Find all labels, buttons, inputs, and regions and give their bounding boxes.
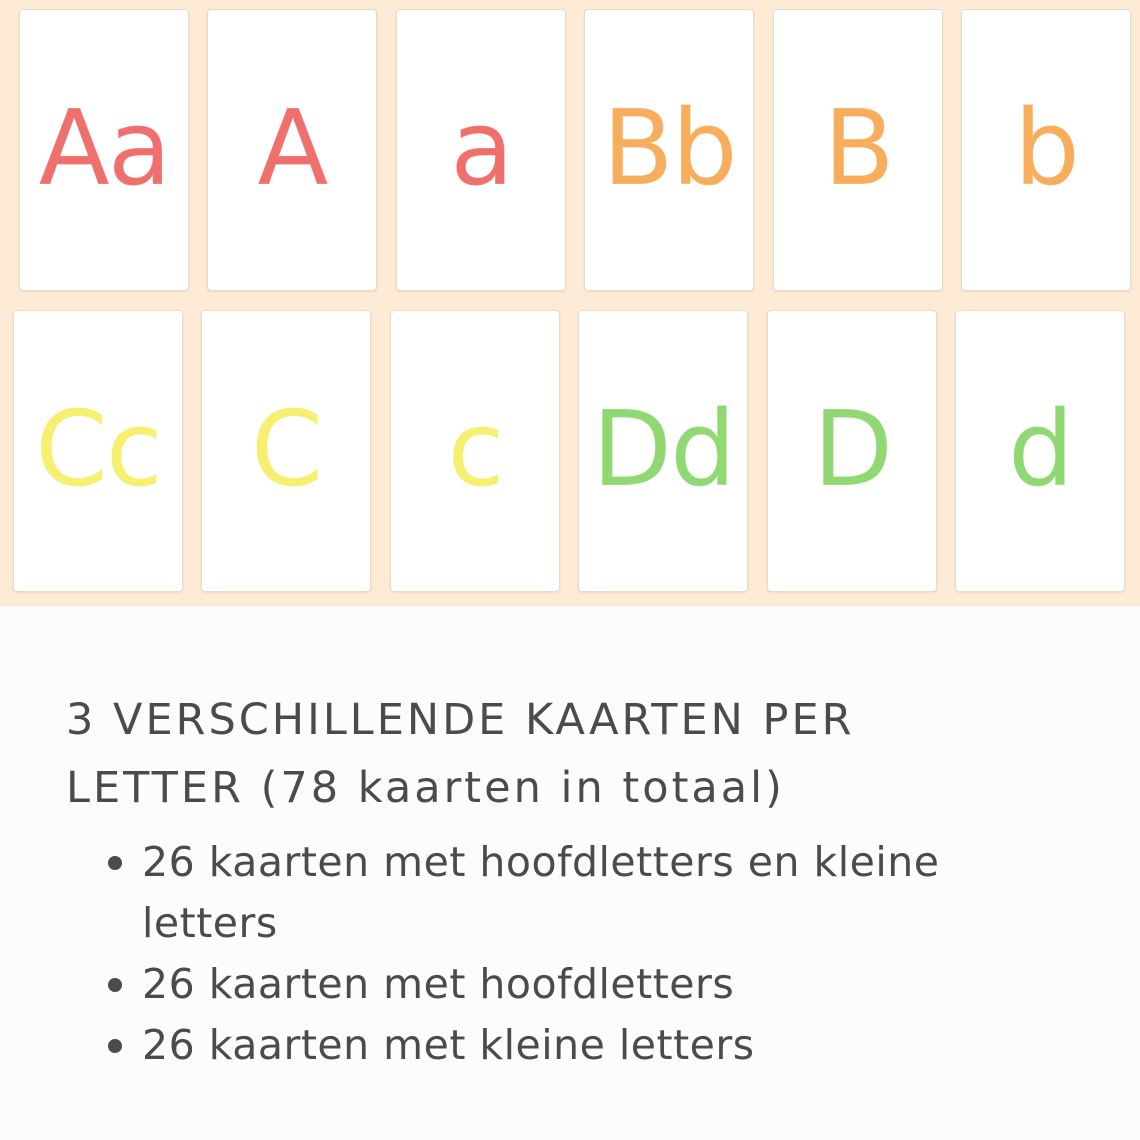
list-item	[106, 954, 992, 1015]
card-letter: Cc	[35, 388, 161, 510]
letter-card-a-upper	[207, 9, 377, 291]
letter-card-a-lower	[396, 9, 566, 291]
letter-card-c-upper	[201, 310, 371, 592]
list-item-text: 26 kaarten met kleine letters	[142, 1021, 755, 1069]
letter-card-dd	[578, 310, 748, 592]
letter-card-b-lower	[961, 9, 1131, 291]
card-letter: Aa	[38, 87, 170, 209]
list-item	[106, 1015, 992, 1076]
letter-card-b-upper	[773, 9, 943, 291]
list-item-text: 26 kaarten met hoofdletters en kleine letters	[142, 838, 940, 947]
card-types-list	[106, 832, 1006, 1076]
letter-card-aa	[19, 9, 189, 291]
card-letter: A	[257, 87, 327, 209]
letter-card-d-upper	[767, 310, 937, 592]
card-letter: B	[823, 87, 893, 209]
description-area	[0, 606, 1140, 1140]
letter-card-cc	[13, 310, 183, 592]
bullet-icon	[108, 978, 122, 992]
letter-card-c-lower	[390, 310, 560, 592]
description-heading: 3 VERSCHILLENDE KAARTEN PER LETTER (78 kaarten in totaal)	[66, 695, 855, 813]
card-letter: Dd	[591, 388, 735, 510]
card-letter: a	[450, 87, 512, 209]
letter-card-bb	[584, 9, 754, 291]
card-letter: Bb	[602, 87, 736, 209]
card-letter: c	[447, 388, 503, 510]
card-letter: d	[1007, 388, 1072, 510]
bullet-icon	[108, 856, 122, 870]
list-item	[106, 832, 992, 954]
bullet-icon	[108, 1039, 122, 1053]
list-item-text: 26 kaarten met hoofdletters	[142, 960, 735, 1008]
card-letter: b	[1013, 87, 1078, 209]
letter-card-d-lower	[955, 310, 1125, 592]
card-letter: C	[250, 388, 322, 510]
card-letter: D	[812, 388, 892, 510]
